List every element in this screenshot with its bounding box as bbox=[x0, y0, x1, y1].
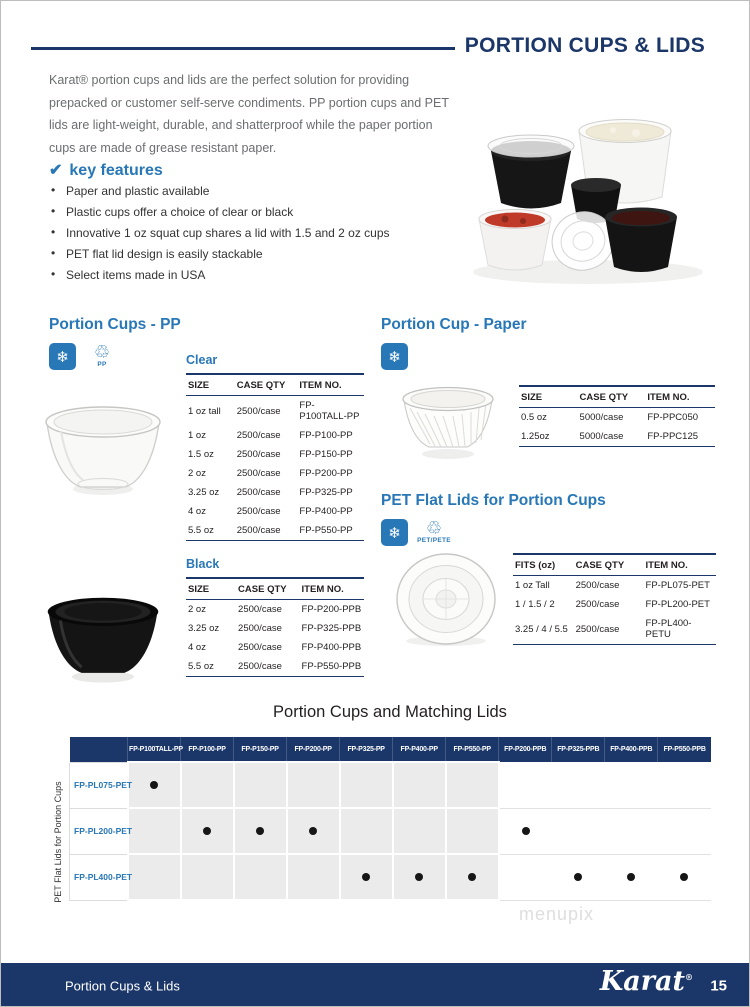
spec-cell: 2500/case bbox=[236, 449, 281, 460]
matrix-cell bbox=[605, 854, 658, 900]
column-header: FITS (oz) bbox=[513, 554, 574, 576]
matrix-title: Portion Cups and Matching Lids bbox=[273, 703, 507, 721]
black-cup-dark-sauce bbox=[605, 208, 677, 273]
spec-row bbox=[186, 502, 364, 521]
spec-row bbox=[519, 427, 715, 447]
column-header: CASE QTY bbox=[574, 554, 644, 576]
clear-label: Clear bbox=[186, 353, 218, 367]
recycle-pp-icon bbox=[85, 343, 119, 369]
spec-cell: FP-P325-PP bbox=[299, 487, 353, 498]
key-features-title: key features bbox=[69, 162, 163, 179]
spec-row bbox=[186, 521, 364, 541]
paper-cup-table bbox=[519, 385, 715, 447]
spec-cell: 2 oz bbox=[188, 468, 206, 479]
spec-cell: 2500/case bbox=[236, 430, 281, 441]
recycle-glyph: ♲ bbox=[93, 342, 111, 362]
spec-row bbox=[186, 396, 364, 427]
footer-section-label: Portion Cups & Lids bbox=[65, 978, 180, 993]
spec-cell: FP-PPC125 bbox=[647, 431, 699, 442]
spec-row bbox=[186, 619, 364, 638]
matrix-cell bbox=[552, 854, 605, 900]
portion-cups-photo-illustration bbox=[453, 67, 715, 292]
key-features-list bbox=[49, 184, 449, 289]
spec-cell: 2500/case bbox=[575, 580, 620, 591]
matrix-cell bbox=[393, 808, 446, 854]
page-title: PORTION CUPS & LIDS bbox=[464, 34, 705, 57]
spec-cell: 2500/case bbox=[236, 525, 281, 536]
column-header: ITEM NO. bbox=[645, 386, 715, 408]
matrix-row bbox=[70, 762, 712, 808]
snowflake-glyph: ❄ bbox=[388, 348, 401, 366]
spec-cell: 4 oz bbox=[188, 506, 206, 517]
match-dot bbox=[574, 873, 582, 881]
spec-cell: FP-PL200-PET bbox=[645, 599, 710, 610]
column-header: ITEM NO. bbox=[297, 374, 364, 396]
paper-section-heading: Portion Cup - Paper bbox=[381, 316, 527, 333]
matrix-column-header: FP-P550-PPB bbox=[658, 737, 711, 762]
matrix-cell bbox=[181, 808, 234, 854]
matrix-column-header: FP-P400-PPB bbox=[605, 737, 658, 762]
spec-cell: 2500/case bbox=[238, 604, 282, 615]
feature-item: • Select items made in USA bbox=[49, 268, 449, 282]
matrix-cell bbox=[234, 854, 287, 900]
paper-cup-image bbox=[397, 379, 499, 463]
spec-cell: FP-P400-PPB bbox=[301, 642, 362, 653]
matrix-cell bbox=[287, 854, 340, 900]
spec-cell: 2500/case bbox=[236, 468, 281, 479]
spec-cell: 5.5 oz bbox=[188, 661, 214, 672]
spec-cell: FP-PL075-PET bbox=[645, 580, 710, 591]
matrix-cell bbox=[340, 762, 393, 808]
matrix-cell bbox=[446, 762, 499, 808]
matrix-corner bbox=[70, 737, 128, 762]
recycle-pp-label: PP bbox=[97, 361, 107, 368]
matrix-cell bbox=[605, 762, 658, 808]
feature-item: • PET flat lid design is easily stackable bbox=[49, 247, 449, 261]
matrix-row bbox=[70, 808, 712, 854]
matrix-cell bbox=[393, 854, 446, 900]
spec-cell: FP-P325-PPB bbox=[301, 623, 362, 634]
spec-row bbox=[186, 638, 364, 657]
spec-cell: 2500/case bbox=[238, 642, 282, 653]
matrix-column-header: FP-P200-PPB bbox=[499, 737, 552, 762]
spec-row bbox=[186, 426, 364, 445]
flat-lid-image bbox=[393, 551, 499, 651]
spec-row bbox=[513, 614, 716, 645]
spec-cell: 2500/case bbox=[575, 623, 620, 635]
match-dot bbox=[256, 827, 264, 835]
footer-bar bbox=[1, 963, 750, 1007]
recycle-pete-label: PET/PETE bbox=[417, 537, 451, 544]
spec-cell: 2500/case bbox=[238, 661, 282, 672]
column-header: CASE QTY bbox=[235, 374, 298, 396]
spec-cell: 1 / 1.5 / 2 bbox=[515, 599, 555, 610]
spec-cell: 2500/case bbox=[575, 599, 620, 610]
matrix-cell bbox=[287, 808, 340, 854]
freezer-safe-icon bbox=[49, 343, 76, 370]
column-header: SIZE bbox=[186, 374, 235, 396]
spec-cell: FP-P200-PPB bbox=[301, 604, 362, 615]
matrix-cell bbox=[499, 808, 552, 854]
spec-cell: FP-PPC050 bbox=[647, 412, 699, 423]
spec-cell: 1 oz tall bbox=[188, 405, 221, 417]
spec-cell: FP-P550-PPB bbox=[301, 661, 362, 672]
watermark: menupix bbox=[519, 904, 595, 924]
feature-item: • Plastic cups offer a choice of clear or black bbox=[49, 205, 449, 219]
spec-row bbox=[186, 657, 364, 677]
match-dot bbox=[627, 873, 635, 881]
spec-row bbox=[186, 464, 364, 483]
black-label: Black bbox=[186, 557, 220, 571]
matrix-column-header: FP-P150-PP bbox=[234, 737, 287, 762]
black-pp-table bbox=[186, 577, 364, 677]
feature-item: • Innovative 1 oz squat cup shares a lid with 1.5 and 2 oz cups bbox=[49, 226, 449, 240]
spec-cell: 1 oz bbox=[188, 430, 206, 441]
spec-row bbox=[186, 445, 364, 464]
spec-cell: FP-P150-PP bbox=[299, 449, 353, 460]
matrix-cell bbox=[658, 854, 711, 900]
match-dot bbox=[522, 827, 530, 835]
match-dot bbox=[309, 827, 317, 835]
intro-paragraph: Karat® portion cups and lids are the perfect solution for providing prepacked or customer self-serve condiments. PP portion cups and PET lids are light-weight, durable, and shatterproof while the paper portion cups are made of grease resistant paper. bbox=[49, 73, 449, 155]
snowflake-glyph: ❄ bbox=[388, 524, 401, 542]
feature-item: • Paper and plastic available bbox=[49, 184, 449, 198]
match-dot bbox=[362, 873, 370, 881]
column-header: CASE QTY bbox=[236, 578, 300, 600]
matrix-cell bbox=[552, 762, 605, 808]
matrix-cell bbox=[552, 808, 605, 854]
spec-cell: 5000/case bbox=[579, 412, 624, 423]
key-features-heading bbox=[49, 160, 163, 180]
black-cup-with-lid bbox=[488, 135, 574, 209]
matrix-cell bbox=[234, 808, 287, 854]
recycle-pete-icon bbox=[417, 519, 451, 545]
matrix-cell bbox=[499, 854, 552, 900]
column-header: CASE QTY bbox=[578, 386, 646, 408]
spec-row bbox=[186, 483, 364, 502]
spec-row bbox=[513, 576, 716, 596]
column-header: SIZE bbox=[519, 386, 578, 408]
matrix-column-header: FP-P200-PP bbox=[287, 737, 340, 762]
spec-cell: 3.25 oz bbox=[188, 487, 220, 498]
snowflake-glyph: ❄ bbox=[56, 348, 69, 366]
match-dot bbox=[680, 873, 688, 881]
matrix-cell bbox=[605, 808, 658, 854]
spec-cell: 5.5 oz bbox=[188, 525, 214, 536]
matrix-cell bbox=[446, 808, 499, 854]
spec-cell: FP-P100-PP bbox=[299, 430, 353, 441]
spec-cell: FP-P550-PP bbox=[299, 525, 353, 536]
matrix-cell bbox=[446, 854, 499, 900]
matrix-cell bbox=[128, 762, 181, 808]
match-dot bbox=[150, 781, 158, 789]
spec-cell: FP-P100TALL-PP bbox=[299, 400, 360, 422]
match-dot bbox=[415, 873, 423, 881]
clear-cup-red-sauce bbox=[479, 210, 551, 271]
matrix-cell bbox=[393, 762, 446, 808]
lids-section-heading: PET Flat Lids for Portion Cups bbox=[381, 492, 606, 509]
matrix-column-header: FP-P325-PP bbox=[340, 737, 393, 762]
matrix-column-header: FP-P100TALL-PP bbox=[128, 737, 181, 762]
spec-cell: 2500/case bbox=[236, 506, 281, 517]
match-dot bbox=[203, 827, 211, 835]
spec-cell: 2500/case bbox=[236, 487, 281, 498]
spec-cell: FP-P400-PP bbox=[299, 506, 353, 517]
page-number: 15 bbox=[710, 977, 727, 994]
clear-cup-image bbox=[37, 397, 169, 499]
matrix-cell bbox=[658, 762, 711, 808]
column-header: SIZE bbox=[186, 578, 236, 600]
pet-lids-table bbox=[513, 553, 716, 645]
matrix-side-label: PET Flat Lids for Portion Cups bbox=[53, 781, 63, 903]
spec-cell: 2 oz bbox=[188, 604, 206, 615]
pp-section-heading: Portion Cups - PP bbox=[49, 316, 181, 333]
spec-cell: 4 oz bbox=[188, 642, 206, 653]
spec-cell: 2500/case bbox=[238, 623, 282, 634]
column-header: ITEM NO. bbox=[300, 578, 364, 600]
spec-row bbox=[186, 600, 364, 620]
matrix-column-header: FP-P325-PPB bbox=[552, 737, 605, 762]
matrix-cell bbox=[499, 762, 552, 808]
matrix-row-label: FP-PL075-PET bbox=[70, 762, 128, 808]
column-header: ITEM NO. bbox=[644, 554, 716, 576]
spec-cell: 1.5 oz bbox=[188, 449, 214, 460]
matrix-column-header: FP-P400-PP bbox=[393, 737, 446, 762]
matrix-cell bbox=[128, 854, 181, 900]
matrix-row-label: FP-PL200-PET bbox=[70, 808, 128, 854]
spec-cell: 1.25oz bbox=[521, 431, 550, 442]
recycle-glyph: ♲ bbox=[425, 518, 443, 538]
match-dot bbox=[468, 873, 476, 881]
freezer-safe-icon bbox=[381, 519, 408, 546]
pp-section-icons bbox=[49, 343, 119, 370]
spec-cell: 0.5 oz bbox=[521, 412, 547, 423]
title-rule bbox=[31, 47, 455, 50]
matrix-cell bbox=[287, 762, 340, 808]
spec-cell: 3.25 / 4 / 5.5 bbox=[515, 623, 568, 635]
check-icon: ✔ bbox=[49, 162, 63, 179]
matching-lids-matrix bbox=[69, 737, 711, 901]
matrix-cell bbox=[658, 808, 711, 854]
matrix-column-header: FP-P100-PP bbox=[181, 737, 234, 762]
matrix-cell bbox=[340, 854, 393, 900]
lids-section-icons bbox=[381, 519, 451, 546]
spec-cell: 1 oz Tall bbox=[515, 580, 550, 591]
product-photo bbox=[453, 67, 715, 292]
black-cup-image bbox=[39, 589, 167, 685]
clear-pp-table bbox=[186, 373, 364, 541]
spec-cell: FP-PL400-PETU bbox=[645, 618, 692, 640]
paper-section-icons bbox=[381, 343, 408, 370]
matrix-cell bbox=[340, 808, 393, 854]
matrix-column-header: FP-P550-PP bbox=[446, 737, 499, 762]
spec-row bbox=[513, 595, 716, 614]
spec-cell: 2500/case bbox=[236, 405, 281, 417]
spec-cell: FP-P200-PP bbox=[299, 468, 353, 479]
spec-cell: 5000/case bbox=[579, 431, 624, 442]
freezer-safe-icon bbox=[381, 343, 408, 370]
spec-row bbox=[519, 408, 715, 428]
matrix-row bbox=[70, 854, 712, 900]
karat-logo: Karat® bbox=[599, 966, 693, 997]
matrix-cell bbox=[181, 762, 234, 808]
matrix-cell bbox=[181, 854, 234, 900]
matrix-cell bbox=[234, 762, 287, 808]
spec-cell: 3.25 oz bbox=[188, 623, 220, 634]
registered-mark: ® bbox=[685, 972, 693, 982]
matrix-cell bbox=[128, 808, 181, 854]
matrix-row-label: FP-PL400-PET bbox=[70, 854, 128, 900]
